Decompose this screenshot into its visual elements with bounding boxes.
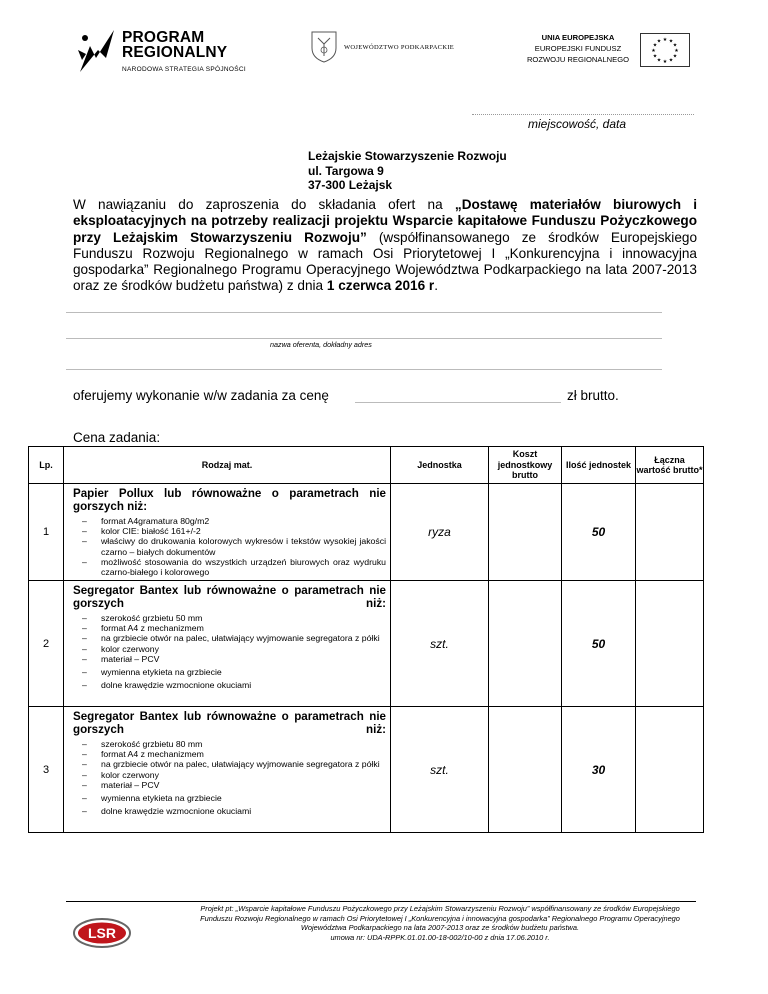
list-item: – format A4 z mechanizmem: [87, 749, 386, 759]
offer-prefix: oferujemy wykonanie w/w zadania za cenę: [73, 388, 329, 403]
price-heading: Cena zadania:: [73, 430, 161, 445]
table-header-row: [29, 447, 704, 484]
svg-text:★: ★: [656, 57, 662, 64]
list-item: – właściwy do drukowania kolorowych wykresów i tekstów wysokiej jakości czarno – białych dokumentów: [87, 536, 386, 556]
table-row: [29, 484, 704, 581]
svg-text:★: ★: [668, 38, 674, 45]
row-spec: [64, 707, 391, 833]
header-type: Rodzaj mat.: [64, 447, 391, 484]
svg-text:★: ★: [651, 48, 656, 54]
list-item: – wymienna etykieta na grzbiecie: [87, 667, 386, 677]
row-unit: ryza: [391, 484, 489, 581]
footer-divider: [66, 901, 696, 902]
spec-list: [68, 613, 386, 690]
list-item: – kolor CIE: białość 161+/-2: [87, 526, 386, 536]
svg-text:★: ★: [662, 37, 668, 43]
list-item: – możliwość stosowania do wszystkich urządzeń biurowych oraz wydruku czarno-białego i kolorowego: [87, 557, 386, 577]
list-item: – materiał – PCV: [87, 780, 386, 790]
row-title: Papier Pollux lub równoważne o parametrach nie gorszych niż:: [73, 487, 386, 513]
row-total-cell[interactable]: [636, 581, 704, 707]
svg-text:★: ★: [656, 38, 662, 45]
footer-project-info: Projekt pt: „Wsparcie kapitałowe Funduszu Pożyczkowego przy Leżajskim Stowarzyszeniu Rozwoju” współfinansowany ze środków Europejskiego Funduszu Rozwoju Regionalnego w ramach Osi Priorytetowej I „Konkurencyjna i innowacyjna gospodarka” Regionalnego Programu Operacyjnego Województwa Podkarpackiego na lata 2007-2013 oraz ze środków budżetu państwa. umowa nr: UDA-RPPK.01.01.00-18-002/10-00 z dnia 17.06.2010 r.: [200, 904, 680, 942]
row-qty: 50: [562, 581, 636, 707]
list-item: – dolne krawędzie wzmocnione okuciami: [87, 806, 386, 816]
header-qty: Ilość jednostek: [562, 447, 636, 484]
list-item: – na grzbiecie otwór na palec, ułatwiający wyjmowanie segregatora z półki: [87, 633, 386, 643]
program-subtitle: NARODOWA STRATEGIA SPÓJNOŚCI: [122, 66, 246, 73]
row-lp: 3: [29, 707, 64, 833]
list-item: – materiał – PCV: [87, 654, 386, 664]
row-title: Segregator Bantex lub równoważne o parametrach nie gorszych niż:: [73, 584, 386, 610]
svg-text:★: ★: [672, 42, 678, 49]
voivodeship-crest-icon: [310, 30, 338, 64]
list-item: – kolor czerwony: [87, 644, 386, 654]
list-item: – format A4 z mechanizmem: [87, 623, 386, 633]
svg-text:★: ★: [674, 48, 679, 54]
offeror-line-2: [66, 338, 662, 339]
list-item: – kolor czerwony: [87, 770, 386, 780]
row-cost-cell[interactable]: [489, 581, 562, 707]
recipient-address: Leżajskie Stowarzyszenie Rozwoju ul. Targowa 9 37-300 Leżajsk: [308, 149, 507, 192]
row-total-cell[interactable]: [636, 484, 704, 581]
spec-list: [68, 739, 386, 816]
header-lp: Lp.: [29, 447, 64, 484]
svg-text:★: ★: [662, 59, 668, 65]
row-spec: [64, 581, 391, 707]
row-qty: 30: [562, 707, 636, 833]
program-regionalny-logo: [76, 28, 266, 78]
row-cost-cell[interactable]: [489, 484, 562, 581]
list-item: – na grzbiecie otwór na palec, ułatwiający wyjmowanie segregatora z półki: [87, 759, 386, 769]
table-row: [29, 581, 704, 707]
eu-flag-icon: [640, 33, 690, 67]
svg-text:LSR: LSR: [88, 925, 116, 941]
svg-text:★: ★: [652, 42, 658, 49]
header-total: Łączna wartość brutto*: [636, 447, 704, 484]
row-total-cell[interactable]: [636, 707, 704, 833]
list-item: – szerokość grzbietu 50 mm: [87, 613, 386, 623]
svg-text:★: ★: [668, 57, 674, 64]
list-item: – wymienna etykieta na grzbiecie: [87, 793, 386, 803]
offeror-label: nazwa oferenta, dokładny adres: [270, 340, 372, 349]
row-spec: [64, 484, 391, 581]
items-table: [28, 446, 704, 833]
star-logo-icon: [76, 28, 116, 74]
row-title: Segregator Bantex lub równoważne o parametrach nie gorszych niż:: [73, 710, 386, 736]
svg-text:★: ★: [652, 53, 658, 60]
list-item: – szerokość grzbietu 80 mm: [87, 739, 386, 749]
spec-list: [68, 516, 386, 577]
header-cost: Koszt jednostkowy brutto: [489, 447, 562, 484]
offeror-line-3: [66, 369, 662, 370]
lsr-logo-icon: [72, 917, 132, 949]
place-date-label: miejscowość, data: [528, 117, 627, 131]
row-qty: 50: [562, 484, 636, 581]
offeror-line-1: [66, 312, 662, 313]
program-title: PROGRAM REGIONALNY: [122, 29, 228, 61]
list-item: – format A4gramatura 80g/m2: [87, 516, 386, 526]
row-lp: 1: [29, 484, 64, 581]
header-unit: Jednostka: [391, 447, 489, 484]
table-row: [29, 707, 704, 833]
svg-text:★: ★: [672, 53, 678, 60]
offer-price-field[interactable]: [355, 402, 561, 403]
row-lp: 2: [29, 581, 64, 707]
place-date-line: [472, 114, 694, 115]
intro-paragraph: W nawiązaniu do zaproszenia do składania ofert na „Dostawę materiałów biurowych i eksploatacyjnych na potrzeby realizacji projektu Wsparcie kapitałowe Funduszu Pożyczkowego przy Leżajskim Stowarzyszeniu Rozwoju” (współfinansowanego ze środków Europejskiego Funduszu Rozwoju Regionalnego w ramach Osi Priorytetowej I „Konkurencyjna i innowacyjna gospodarka” Regionalnego Programu Operacyjnego Województwa Podkarpackiego na lata 2007-2013 oraz ze środków budżetu państwa) z dnia 1 czerwca 2016 r.: [73, 197, 698, 294]
row-unit: szt.: [391, 707, 489, 833]
row-cost-cell[interactable]: [489, 707, 562, 833]
eu-fund-label: UNIA EUROPEJSKA EUROPEJSKI FUNDUSZ ROZWOJU REGIONALNEGO: [526, 33, 630, 64]
offer-suffix: zł brutto.: [567, 388, 619, 403]
voivodeship-name: WOJEWÓDZTWO PODKARPACKIE: [344, 44, 455, 51]
row-unit: szt.: [391, 581, 489, 707]
list-item: – dolne krawędzie wzmocnione okuciami: [87, 680, 386, 690]
